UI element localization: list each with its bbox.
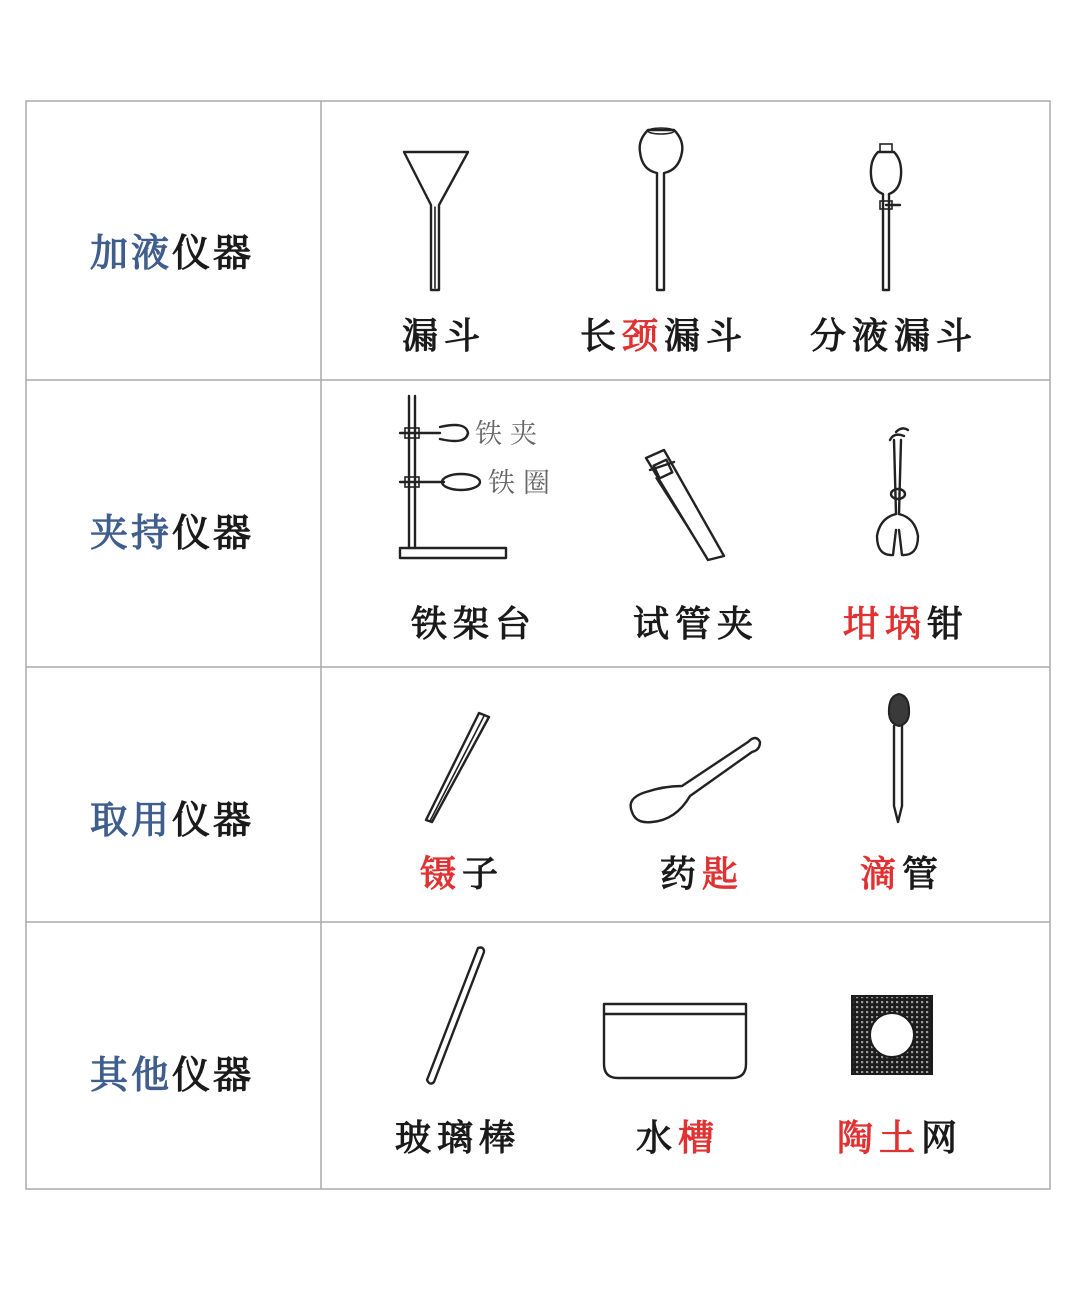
iron-ring-label: 铁圈	[488, 468, 558, 499]
instrument-label: 坩埚钳	[842, 603, 970, 645]
table-row	[90, 694, 944, 895]
instrument-label: 水槽	[635, 1117, 721, 1159]
instrument-label: 陶土网	[836, 1117, 964, 1159]
iron-clamp-label: 铁夹	[475, 419, 545, 450]
separatory-funnel-icon	[871, 144, 901, 290]
instrument-label: 铁架台	[410, 603, 538, 645]
instrument-label: 分液漏斗	[809, 315, 979, 357]
water-trough-icon	[604, 1004, 746, 1078]
funnel-icon	[404, 152, 468, 290]
table-row	[90, 128, 978, 357]
dropper-icon	[889, 694, 909, 822]
tweezers-icon	[426, 713, 489, 822]
category-label: 加液仪器	[90, 230, 255, 275]
instrument-label: 漏斗	[401, 315, 487, 357]
category-label: 夹持仪器	[90, 510, 255, 555]
instrument-label: 镊子	[419, 853, 505, 895]
instrument-label: 药匙	[659, 853, 745, 895]
long-neck-funnel-icon	[640, 128, 683, 290]
table-row	[90, 948, 963, 1160]
instrument-label: 滴管	[859, 853, 945, 895]
test-tube-holder-icon	[646, 450, 724, 560]
ceramic-gauze-icon	[852, 996, 932, 1074]
category-label: 其他仪器	[90, 1052, 255, 1097]
instrument-label: 玻璃棒	[394, 1117, 522, 1159]
glass-rod-icon	[427, 948, 484, 1084]
instrument-label: 长颈漏斗	[579, 315, 749, 357]
spatula-icon	[631, 738, 760, 822]
table-row	[90, 396, 969, 645]
crucible-tongs-icon	[877, 428, 918, 555]
instrument-label: 试管夹	[632, 603, 760, 645]
category-label: 取用仪器	[90, 797, 255, 842]
